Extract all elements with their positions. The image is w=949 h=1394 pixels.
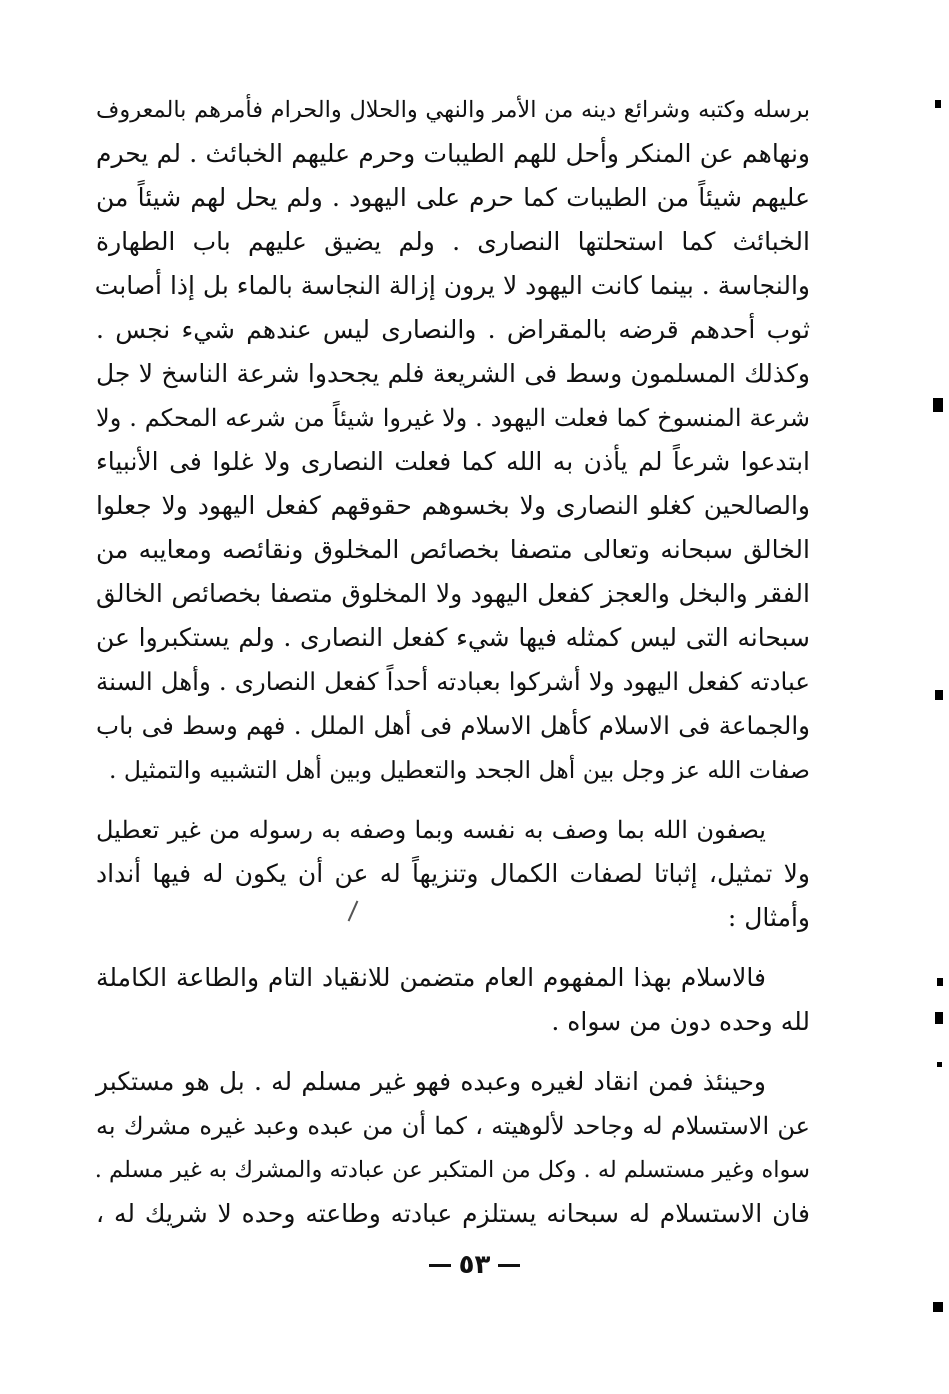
text-line: فالاسلام بهذا المفهوم العام متضمن للانقياد التام والطاعة الكاملة <box>96 963 766 992</box>
paragraph-gap <box>96 940 810 956</box>
text-line: ونهاهم عن المنكر وأحل للهم الطيبات وحرم عليهم الخبائث . لم يحرم <box>96 139 810 168</box>
text-line: عليهم شيئاً من الطيبات كما حرم على اليهود . ولم يحل لهم شيئاً من <box>96 183 810 212</box>
paragraph <box>96 808 810 940</box>
scan-edge-mark <box>937 978 943 986</box>
text-line: ثوب أحدهم قرضه بالمقراض . والنصارى ليس عندهم شيء نجس . <box>96 315 810 344</box>
text-line: وأمثال : <box>727 903 810 932</box>
text-line: سواه وغير مستسلم له . وكل من المتكبر عن عبادته والمشرك به غير مسلم . <box>94 1157 810 1183</box>
scan-edge-mark <box>935 100 941 108</box>
page-number <box>0 1250 949 1280</box>
paragraph-gap <box>96 1044 810 1060</box>
page-number-value: ٥٣ <box>458 1250 491 1280</box>
paragraph-gap <box>96 792 810 808</box>
text-line: يصفون الله بما وصف به نفسه وبما وصفه به رسوله من غير تعطيل <box>96 816 766 844</box>
text-line: وحينئذ فمن انقاد لغيره وعبده فهو غير مسلم له . بل هو مستكبر <box>96 1067 766 1096</box>
text-line: ابتدعوا شرعاً لم يأذن به الله كما فعلت النصارى ولا غلوا فى الأنبياء <box>96 447 810 476</box>
text-line: عبادته كفعل اليهود ولا أشركوا بعبادته أحداً كفعل النصارى . وأهل السنة <box>96 667 810 696</box>
text-line: شرعة المنسوخ كما فعلت اليهود . ولا غيروا شيئاً من شرعه المحكم . ولا <box>96 404 810 432</box>
text-line: ولا تمثيل، إثباتا لصفات الكمال وتنزيهاً له عن أن يكون له فيها أنداد <box>96 859 810 888</box>
paragraph <box>96 1060 810 1236</box>
text-line: برسله وكتبه وشرائع دينه من الأمر والنهي والحلال والحرام فأمرهم بالمعروف <box>96 97 810 123</box>
text-line: والنجاسة . بينما كانت اليهود لا يرون إزالة النجاسة بالماء بل إذا أصابت <box>94 271 810 300</box>
scan-edge-mark <box>937 1062 942 1067</box>
text-line: الفقر والبخل والعجز كفعل اليهود ولا المخلوق متصفا بخصائص الخالق <box>96 579 810 608</box>
text-line: صفات الله عز وجل بين أهل الجحد والتعطيل وبين أهل التشبيه والتمثيل . <box>108 756 810 784</box>
scan-edge-mark <box>933 1302 943 1312</box>
text-line: عن الاستسلام له وجاحد لألوهيته ، كما أن من عبده وعبد غيره مشرك به <box>96 1112 810 1140</box>
scan-edge-mark <box>933 398 943 412</box>
text-line: والصالحين كغلو النصارى ولا بخسوهم حقوقهم كفعل اليهود ولا جعلوا <box>96 491 810 520</box>
page-number-dash <box>429 1264 451 1267</box>
text-line: الخبائث كما استحلتها النصارى . ولم يضيق عليهم باب الطهارة <box>96 227 810 256</box>
paragraph <box>96 956 810 1044</box>
scan-edge-mark <box>935 1012 943 1024</box>
text-line: الخالق سبحانه وتعالى متصفا بخصائص المخلوق ونقائصه ومعايبه من <box>96 535 810 564</box>
paragraph <box>96 88 810 792</box>
page-body <box>96 88 810 1236</box>
text-line: لله وحده دون من سواه . <box>551 1007 810 1036</box>
scan-edge-mark <box>935 690 943 700</box>
text-line: سبحانه التى ليس كمثله فيها شيء كفعل النصارى . ولم يستكبروا عن <box>96 623 810 652</box>
text-line: والجماعة فى الاسلام كأهل الاسلام فى أهل الملل . فهم وسط فى باب <box>96 711 810 740</box>
text-line: فان الاستسلام له سبحانه يستلزم عبادته وطاعته وحده لا شريك له ، <box>96 1199 810 1228</box>
text-line: وكذلك المسلمون وسط فى الشريعة فلم يجحدوا شرعة الناسخ لا جل <box>96 359 810 388</box>
page-number-dash <box>498 1264 520 1267</box>
